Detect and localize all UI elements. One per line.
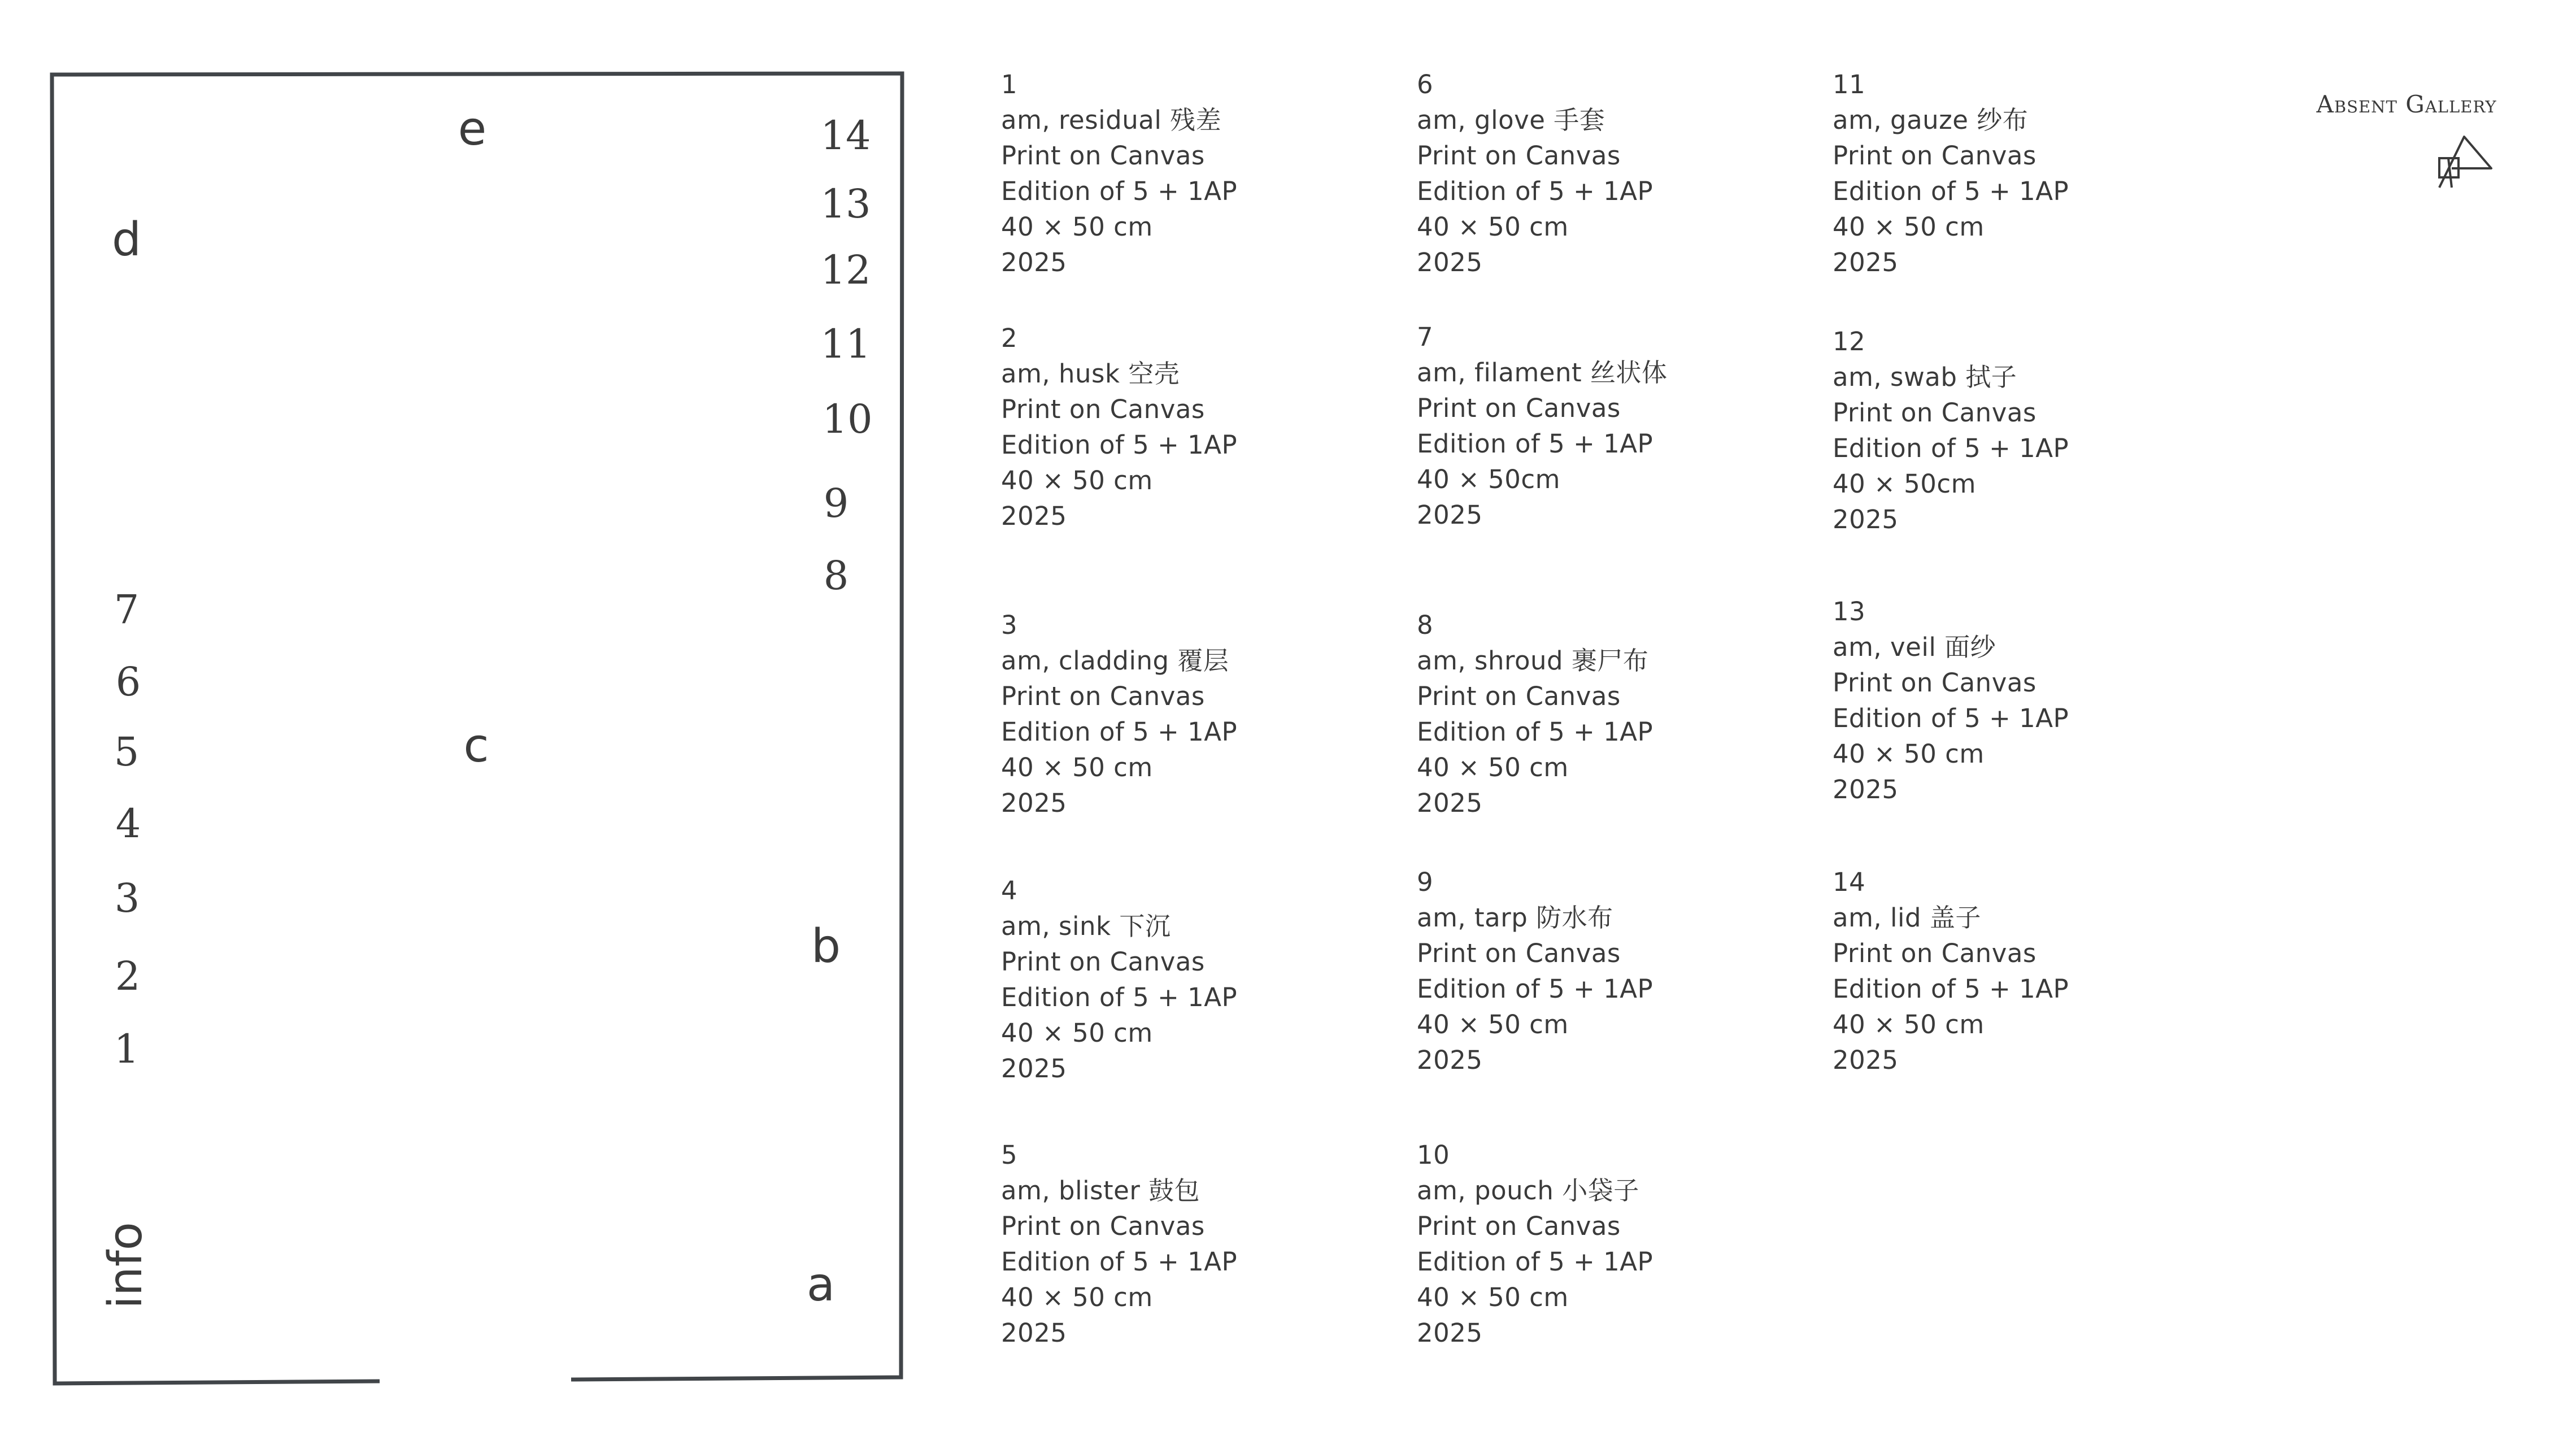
- artwork-year: 2025: [1001, 1318, 1067, 1348]
- artwork-size: 40 × 50 cm: [1417, 752, 1569, 782]
- artwork-number: 10: [1417, 1140, 1450, 1170]
- artwork-entry-1: [1001, 67, 1396, 280]
- artwork-number: 9: [1417, 867, 1434, 897]
- artwork-entry-2: [1001, 320, 1396, 534]
- artwork-title: am, cladding 覆层: [1001, 646, 1229, 676]
- zone-c: c: [463, 719, 489, 773]
- artwork-entry-3: [1001, 607, 1396, 821]
- artwork-size: 40 × 50 cm: [1833, 739, 1985, 769]
- artwork-number: 4: [1001, 876, 1018, 906]
- zone-info: info: [99, 1222, 153, 1309]
- artwork-edition: Edition of 5 + 1AP: [1833, 176, 2069, 206]
- artwork-size: 40 × 50 cm: [1001, 1282, 1153, 1312]
- artwork-edition: Edition of 5 + 1AP: [1417, 429, 1653, 459]
- artwork-size: 40 × 50 cm: [1001, 1018, 1153, 1048]
- artwork-number: 5: [1001, 1140, 1018, 1170]
- artwork-number: 7: [1417, 322, 1434, 352]
- artwork-title: am, filament 丝状体: [1417, 358, 1668, 388]
- artwork-title: am, husk 空壳: [1001, 359, 1180, 389]
- artwork-year: 2025: [1001, 1054, 1067, 1084]
- artwork-medium: Print on Canvas: [1417, 681, 1621, 711]
- spot-5: 5: [114, 729, 140, 775]
- artwork-title: am, gauze 纱布: [1833, 105, 2029, 135]
- artwork-year: 2025: [1417, 500, 1483, 530]
- artwork-medium: Print on Canvas: [1417, 393, 1621, 423]
- artwork-edition: Edition of 5 + 1AP: [1417, 176, 1653, 206]
- artwork-title: am, pouch 小袋子: [1417, 1176, 1639, 1206]
- artwork-size: 40 × 50 cm: [1001, 752, 1153, 782]
- artwork-medium: Print on Canvas: [1001, 141, 1205, 171]
- spot-13: 13: [820, 181, 871, 227]
- artwork-medium: Print on Canvas: [1417, 938, 1621, 968]
- artwork-entry-5: [1001, 1137, 1396, 1351]
- artwork-edition: Edition of 5 + 1AP: [1417, 1247, 1653, 1277]
- artwork-title: am, sink 下沉: [1001, 911, 1171, 941]
- gallery-logo-icon: [2435, 131, 2497, 193]
- artwork-title: am, blister 鼓包: [1001, 1176, 1200, 1206]
- artwork-size: 40 × 50 cm: [1417, 212, 1569, 242]
- artwork-number: 2: [1001, 323, 1018, 353]
- artwork-year: 2025: [1833, 1045, 1899, 1075]
- spot-8: 8: [823, 552, 849, 599]
- artwork-year: 2025: [1833, 774, 1899, 804]
- artwork-medium: Print on Canvas: [1833, 668, 2037, 698]
- artwork-edition: Edition of 5 + 1AP: [1833, 703, 2069, 733]
- zone-a: a: [806, 1258, 836, 1312]
- artwork-edition: Edition of 5 + 1AP: [1001, 1247, 1238, 1277]
- zone-b: b: [811, 920, 841, 973]
- artwork-title: am, veil 面纱: [1833, 632, 1996, 662]
- artwork-entry-7: [1417, 319, 1812, 533]
- artwork-year: 2025: [1417, 1045, 1483, 1075]
- artwork-title: am, shroud 裹尸布: [1417, 646, 1649, 676]
- artwork-number: 12: [1833, 327, 1866, 356]
- artwork-edition: Edition of 5 + 1AP: [1417, 717, 1653, 747]
- spot-12: 12: [820, 247, 871, 293]
- artwork-size: 40 × 50 cm: [1833, 212, 1985, 242]
- artwork-entry-4: [1001, 873, 1396, 1086]
- artwork-size: 40 × 50 cm: [1417, 1282, 1569, 1312]
- artwork-medium: Print on Canvas: [1001, 681, 1205, 711]
- spot-7: 7: [114, 586, 140, 633]
- spot-6: 6: [115, 659, 141, 705]
- artwork-number: 6: [1417, 69, 1434, 99]
- artwork-title: am, lid 盖子: [1833, 903, 1981, 933]
- artwork-medium: Print on Canvas: [1417, 1211, 1621, 1241]
- zone-e: e: [458, 102, 487, 156]
- artwork-size: 40 × 50 cm: [1833, 1009, 1985, 1039]
- artwork-size: 40 × 50 cm: [1001, 212, 1153, 242]
- spot-9: 9: [823, 480, 849, 526]
- spot-10: 10: [822, 396, 873, 442]
- artwork-year: 2025: [1001, 788, 1067, 818]
- artwork-number: 8: [1417, 610, 1434, 640]
- gallery-name: Absent Gallery: [2316, 90, 2497, 118]
- artwork-medium: Print on Canvas: [1833, 141, 2037, 171]
- spot-3: 3: [114, 875, 140, 921]
- spot-11: 11: [820, 321, 871, 367]
- artwork-year: 2025: [1417, 788, 1483, 818]
- artwork-title: am, residual 残差: [1001, 105, 1222, 135]
- artwork-entry-12: [1833, 324, 2228, 537]
- spot-2: 2: [115, 953, 141, 999]
- artwork-edition: Edition of 5 + 1AP: [1001, 430, 1238, 460]
- artwork-edition: Edition of 5 + 1AP: [1001, 717, 1238, 747]
- artwork-title: am, swab 拭子: [1833, 362, 2017, 392]
- artwork-number: 1: [1001, 69, 1018, 99]
- artwork-number: 11: [1833, 69, 1866, 99]
- artwork-size: 40 × 50 cm: [1001, 465, 1153, 495]
- gallery-logo: [2282, 85, 2531, 203]
- artwork-medium: Print on Canvas: [1833, 398, 2037, 428]
- artwork-year: 2025: [1001, 501, 1067, 531]
- artwork-year: 2025: [1001, 247, 1067, 277]
- artwork-edition: Edition of 5 + 1AP: [1417, 974, 1653, 1004]
- artwork-edition: Edition of 5 + 1AP: [1001, 176, 1238, 206]
- artwork-year: 2025: [1833, 247, 1899, 277]
- artwork-medium: Print on Canvas: [1001, 1211, 1205, 1241]
- artwork-entry-13: [1833, 594, 2228, 807]
- artwork-edition: Edition of 5 + 1AP: [1833, 433, 2069, 463]
- artwork-year: 2025: [1833, 504, 1899, 534]
- artwork-edition: Edition of 5 + 1AP: [1001, 982, 1238, 1012]
- artwork-entry-10: [1417, 1137, 1812, 1351]
- spot-4: 4: [115, 800, 141, 847]
- artwork-entry-14: [1833, 864, 2228, 1078]
- artwork-number: 13: [1833, 597, 1866, 626]
- gallery-floor-plan: [0, 0, 915, 1449]
- artwork-number: 14: [1833, 867, 1866, 897]
- artwork-size: 40 × 50 cm: [1417, 1009, 1569, 1039]
- artwork-entry-6: [1417, 67, 1812, 280]
- artwork-medium: Print on Canvas: [1001, 947, 1205, 977]
- artwork-entry-9: [1417, 864, 1812, 1078]
- artwork-medium: Print on Canvas: [1001, 394, 1205, 424]
- artwork-entry-11: [1833, 67, 2228, 280]
- artwork-year: 2025: [1417, 247, 1483, 277]
- artwork-medium: Print on Canvas: [1417, 141, 1621, 171]
- artwork-edition: Edition of 5 + 1AP: [1833, 974, 2069, 1004]
- artwork-size: 40 × 50cm: [1417, 464, 1560, 494]
- artwork-title: am, tarp 防水布: [1417, 903, 1613, 933]
- spot-14: 14: [820, 112, 871, 159]
- spot-1: 1: [114, 1026, 140, 1072]
- artwork-size: 40 × 50cm: [1833, 469, 1976, 499]
- artwork-year: 2025: [1417, 1318, 1483, 1348]
- artwork-number: 3: [1001, 610, 1018, 640]
- artwork-entry-8: [1417, 607, 1812, 821]
- artwork-medium: Print on Canvas: [1833, 938, 2037, 968]
- zone-d: d: [111, 213, 142, 267]
- artwork-title: am, glove 手套: [1417, 105, 1605, 135]
